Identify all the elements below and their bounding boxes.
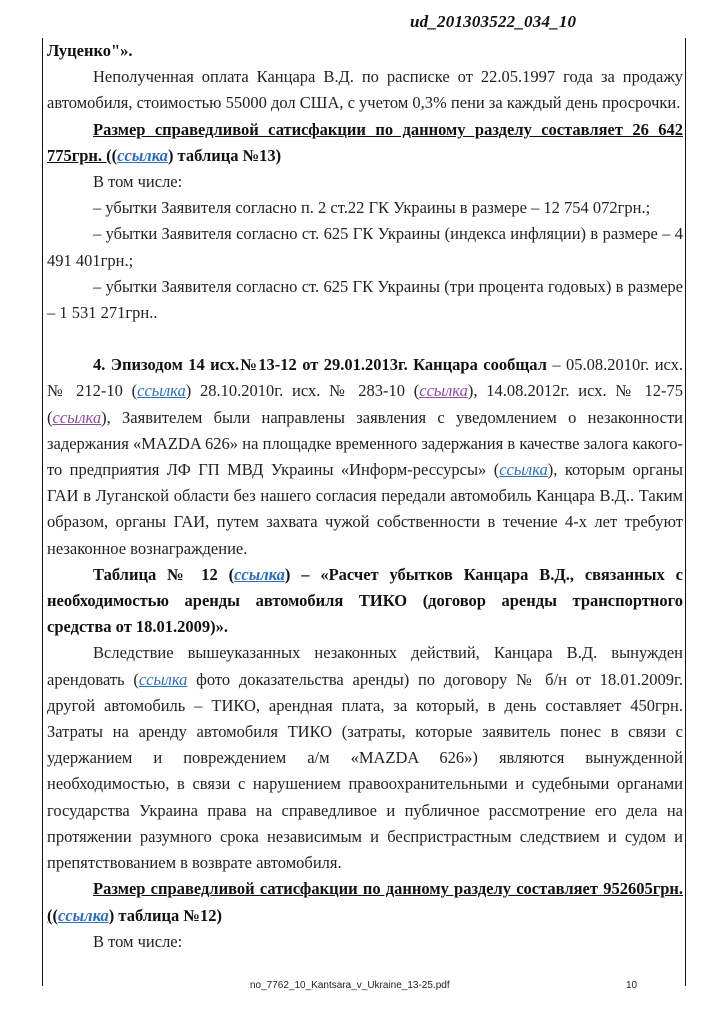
table-12-title [47, 562, 683, 641]
table-12-suffix: ) – «Расчет убытков Канцара В.Д., связанных с необходимостью аренды автомобиля ТИКО (договор аренды транспортного средства от 18.01.2009)». [47, 564, 683, 637]
episode-text-2: ) 28.10.2010г. исх. № 283-10 ( [185, 381, 420, 401]
satisfaction-amount-2-text: Размер справедливой сатисфакции по данному разделу составляет 952605грн. ( [47, 879, 683, 925]
link-283-10[interactable]: ссылка [419, 381, 468, 401]
including-label-2: В том числе: [93, 931, 183, 951]
link-inform-resursy[interactable]: ссылка [499, 460, 548, 480]
table-12-prefix: Таблица № 12 ( [93, 564, 235, 584]
link-table-12-title[interactable]: ссылка [234, 564, 285, 584]
loss-item-1: – убытки Заявителя согласно п. 2 ст.22 ГК Украины в размере – 12 754 072грн.; [93, 198, 651, 218]
paragraph-gap [47, 326, 683, 352]
document-body [47, 38, 683, 955]
episode-text-4: ), Заявителем были направлены заявления с уведомлением о незаконности задержания «MAZDA 626» на площадке временного задержания в качестве залога какого-то предприятия ЛФ ГП МВД Украины «Информ-рессурсы» ( [47, 407, 683, 480]
satisfaction-amount-2 [47, 876, 683, 928]
link-212-10[interactable]: ссылка [137, 381, 186, 401]
paragraph-rental [47, 640, 683, 876]
link-rental-photo[interactable]: ссылка [138, 669, 188, 689]
satisfaction-amount-1-text: Размер справедливой сатисфакции по данному разделу составляет 26 642 775грн. ( [47, 119, 683, 165]
satisfaction-amount-1 [47, 117, 683, 169]
episode-text-1: – 05.08.2010г. исх. № 212-10 ( [47, 355, 683, 401]
paragraph-unpaid-payment: Неполученная оплата Канцара В.Д. по расписке от 22.05.1997 года за продажу автомобиля, стоимостью 55000 дол США, с учетом 0,3% пени за каждый день просрочки. [47, 67, 683, 113]
paren-open: ( [111, 145, 118, 165]
link-12-75[interactable]: ссылка [52, 407, 102, 427]
including-label-1: В том числе: [93, 172, 183, 192]
document-id: ud_201303522_034_10 [410, 12, 577, 31]
episode-text-3: ), 14.08.2012г. исх. № 12-75 ( [47, 381, 683, 427]
rental-text-2: фото доказательства аренды) по договору № б/н от 18.01.2009г. другой автомобиль – ТИКО, арендная плата, за который, в день составляет 450грн. Затраты на аренду автомобиля ТИКО (затраты, которые заявитель понес в связи с удержанием и повреждением а/м «MAZDA 626») являются вынужденной необходимостью, в связи с нарушением правоохранительными и судебными органами государства Украина права на справедливое и публичное рассмотрение его дела на протяжении разумного срока независимым и беспристрастным следствием и судом и препятствованием в возврате автомобиля. [47, 669, 683, 873]
left-margin-rule [42, 38, 43, 986]
link-table-13[interactable]: ссылка [117, 145, 168, 165]
satisfaction-amount-1-suffix: ) таблица №13) [167, 145, 282, 165]
paren-open-2: ( [52, 905, 58, 925]
right-margin-rule [685, 38, 686, 986]
continued-text: Луценко"». [47, 41, 133, 60]
rental-text-1: Вследствие вышеуказанных незаконных действий, Канцара В.Д. вынужден арендовать ( [47, 643, 683, 689]
satisfaction-amount-2-suffix: ) таблица №12) [108, 905, 223, 925]
loss-item-2: – убытки Заявителя согласно ст. 625 ГК Украины (индекса инфляции) в размере – 4 491 401грн.; [47, 224, 683, 270]
link-table-12[interactable]: ссылка [58, 905, 109, 925]
paragraph-episode-14 [47, 352, 683, 562]
footer-filename: no_7762_10_Kantsara_v_Ukraine_13-25.pdf [250, 980, 450, 991]
loss-item-3: – убытки Заявителя согласно ст. 625 ГК Украины (три процента годовых) в размере – 1 531 271грн.. [47, 276, 683, 323]
episode-heading: 4. Эпизодом 14 исх.№13-12 от 29.01.2013г. Канцара сообщал [93, 355, 547, 375]
paragraph-continuation [47, 38, 683, 64]
page-number: 10 [626, 980, 638, 991]
episode-text-5: ), которым органы ГАИ в Луганской области без нашего согласия передали автомобиль Канцара В.Д.. Таким образом, органы ГАИ, путем захвата чужой собственности в течение 4-х лет требуют незаконное вознаграждение. [47, 460, 684, 558]
